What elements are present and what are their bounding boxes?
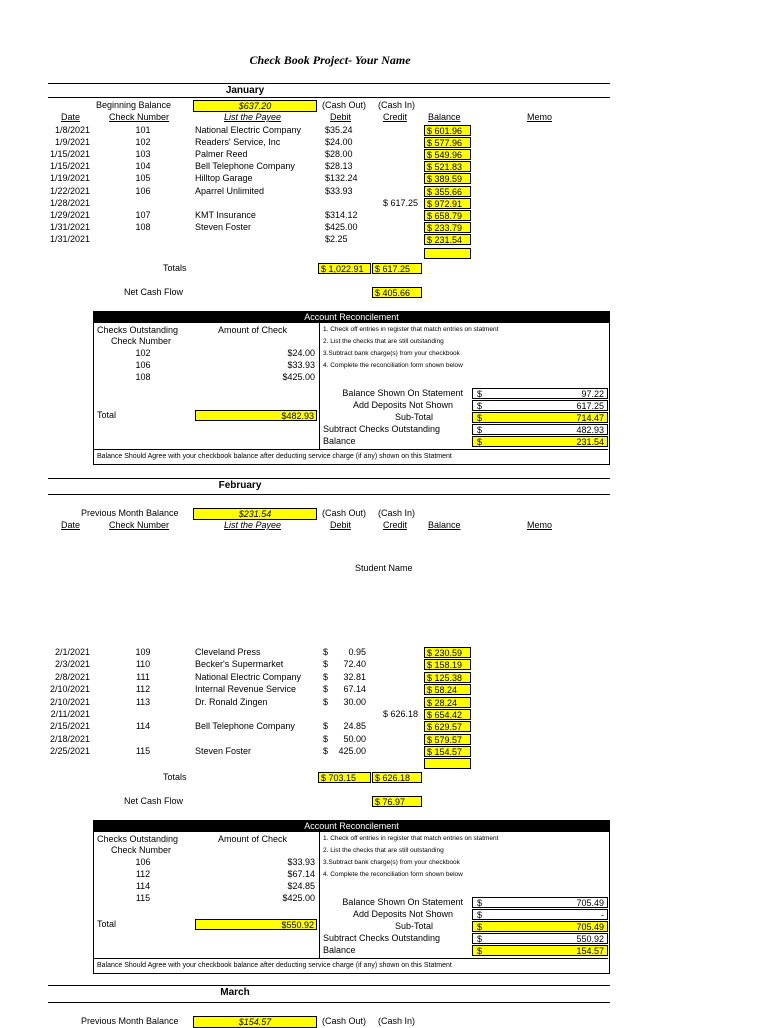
balance-cell-empty[interactable]: [424, 248, 471, 259]
row-debit-currency: $: [323, 746, 329, 757]
row-balance: $ 125.38: [424, 672, 471, 683]
row-debit[interactable]: 67.14: [343, 684, 366, 695]
row-date: 2/8/2021: [54, 671, 90, 682]
instruction-step: 1. Check off entries in register that match entries on statment: [323, 835, 499, 842]
outstanding-check-amount: $24.00: [287, 348, 315, 358]
row-balance: $ 389.59: [424, 173, 471, 184]
row-date: 2/10/2021: [49, 684, 90, 695]
beginning-balance-value[interactable]: $637.20: [193, 100, 317, 112]
reconcile-line-label: Subtract Checks Outstanding: [323, 933, 441, 943]
reconcile-line-label: Sub-Total: [394, 921, 433, 931]
account-reconcilement-february: [93, 820, 610, 974]
cash-in-label: (Cash In): [378, 508, 416, 518]
row-payee[interactable]: Hilltop Garage: [195, 173, 253, 184]
reconcile-line-value-box[interactable]: [472, 436, 608, 447]
reconcile-line-value: 154.57: [576, 946, 604, 956]
row-check-number: 105: [135, 173, 151, 184]
account-reconcilement-january: [93, 311, 610, 465]
instruction-step: 2. List the checks that are still outstanding: [323, 847, 444, 854]
check-number-header: Check Number: [111, 336, 172, 346]
previous-balance-label: Previous Month Balance: [81, 508, 179, 518]
reconcile-line-value-box[interactable]: [472, 388, 608, 399]
outstanding-check-number: 106: [135, 360, 151, 370]
row-balance: $ 154.57: [424, 746, 471, 757]
reconcile-line-value-box[interactable]: [472, 412, 608, 423]
checks-outstanding-header: Checks Outstanding: [97, 325, 179, 335]
row-date: 1/9/2021: [54, 137, 90, 148]
row-date: 2/1/2021: [54, 647, 90, 657]
row-debit[interactable]: $24.00: [325, 137, 353, 148]
header-balance: Balance: [428, 520, 461, 530]
row-check-number: 113: [135, 696, 151, 707]
row-debit[interactable]: $314.12: [325, 209, 358, 220]
header-check-number: Check Number: [109, 112, 170, 122]
row-payee[interactable]: Bell Telephone Company: [195, 721, 295, 732]
row-check-number: 110: [135, 659, 151, 670]
reconcile-line-value: 550.92: [576, 934, 604, 944]
row-balance: $ 158.19: [424, 659, 471, 670]
reconcile-line-value: 231.54: [576, 437, 604, 447]
row-debit-currency: $: [323, 733, 329, 744]
total-debit: $ 703.15: [318, 772, 371, 783]
reconcile-line-value-box[interactable]: [472, 909, 608, 920]
reconcile-line-value-box[interactable]: [472, 897, 608, 908]
header-balance: Balance: [428, 112, 461, 122]
reconcile-line-currency: $: [477, 946, 483, 956]
cash-in-label: (Cash In): [378, 100, 416, 110]
row-check-number: 107: [135, 209, 151, 220]
outstanding-check-amount: $67.14: [287, 869, 315, 879]
totals-label: Totals: [163, 772, 187, 782]
row-balance: $ 658.79: [424, 210, 471, 221]
reconcile-line-value: 714.47: [576, 413, 604, 423]
reconcile-line-value: 482.93: [576, 425, 604, 435]
row-payee[interactable]: Aparrel Unlimited: [195, 185, 265, 196]
net-cash-flow-label: Net Cash Flow: [124, 796, 184, 806]
header-payee: List the Payee: [224, 520, 282, 530]
row-balance: $ 28.24: [424, 697, 471, 708]
balance-cell-empty[interactable]: [424, 758, 471, 769]
row-date: 2/11/2021: [50, 709, 90, 719]
reconcile-line-value: 617.25: [576, 401, 604, 411]
row-debit[interactable]: 425.00: [338, 746, 366, 757]
row-credit[interactable]: $ 617.25: [382, 197, 418, 208]
row-payee[interactable]: National Electric Company: [195, 671, 302, 682]
divider: [48, 83, 610, 84]
outstanding-check-amount: $33.93: [287, 360, 315, 370]
total-debit: $ 1,022.91: [318, 263, 371, 274]
row-debit[interactable]: 50.00: [343, 733, 366, 744]
reconcile-line-label: Sub-Total: [394, 412, 433, 422]
outstanding-check-amount: $24.85: [287, 881, 315, 891]
outstanding-check-number: 102: [135, 348, 151, 358]
row-balance: $ 629.57: [424, 721, 471, 732]
header-check-number: Check Number: [109, 520, 170, 530]
previous-balance-label: Previous Month Balance: [81, 1016, 179, 1026]
row-date: 2/3/2021: [54, 659, 90, 670]
row-date: 2/18/2021: [49, 733, 90, 744]
row-debit[interactable]: 32.81: [343, 671, 366, 682]
month-heading-march: March: [220, 987, 250, 998]
header-date: Date: [61, 520, 81, 530]
row-payee[interactable]: Internal Revenue Service: [195, 684, 297, 695]
net-cash-flow-label: Net Cash Flow: [124, 287, 184, 297]
divider: [48, 478, 610, 479]
reconcile-line-currency: $: [477, 413, 483, 423]
totals-label: Totals: [163, 263, 187, 273]
row-date: 1/31/2021: [49, 233, 90, 244]
row-date: 2/10/2021: [49, 696, 90, 707]
row-balance: $ 233.79: [424, 222, 471, 233]
month-heading-january: January: [225, 85, 265, 96]
row-balance: $ 230.59: [424, 647, 471, 658]
checks-outstanding-header: Checks Outstanding: [97, 834, 179, 844]
outstanding-check-amount: $425.00: [282, 372, 315, 382]
cash-out-label: (Cash Out): [322, 1016, 367, 1026]
cash-out-label: (Cash Out): [322, 100, 367, 110]
student-name-label: Student Name: [355, 563, 413, 573]
reconcile-line-value-box[interactable]: [472, 933, 608, 944]
row-balance: $ 972.91: [424, 198, 471, 209]
instruction-step: 1. Check off entries in register that match entries on statment: [323, 326, 499, 333]
divider: [48, 1002, 610, 1003]
row-balance: $ 601.96: [424, 125, 471, 136]
row-balance: $ 579.57: [424, 734, 471, 745]
header-date: Date: [61, 112, 81, 122]
reconcile-line-currency: $: [477, 401, 483, 411]
row-debit[interactable]: $2.25: [325, 233, 348, 244]
reconcilement-title: Account Reconcilement: [93, 820, 610, 832]
row-debit[interactable]: $132.24: [325, 173, 358, 184]
instruction-step: 3.Subtract bank charge(s) from your checkbook: [323, 859, 460, 866]
row-balance: $ 355.66: [424, 186, 471, 197]
check-number-header: Check Number: [111, 845, 172, 855]
reconcile-line-value: 705.49: [576, 922, 604, 932]
row-date: 1/15/2021: [49, 161, 90, 172]
row-check-number: 108: [135, 221, 151, 232]
row-debit[interactable]: 24.85: [343, 721, 366, 732]
row-payee[interactable]: Cleveland Press: [195, 647, 261, 657]
reconcile-line-currency: $: [477, 437, 483, 447]
previous-balance-value[interactable]: $154.57: [193, 1016, 317, 1028]
net-cash-flow-value: $ 76.97: [372, 796, 422, 807]
reconcile-line-currency: $: [477, 922, 483, 932]
row-debit[interactable]: 30.00: [343, 696, 366, 707]
header-debit: Debit: [330, 112, 352, 122]
reconcile-line-currency: $: [477, 389, 483, 399]
row-date: 1/8/2021: [54, 125, 90, 135]
amount-of-check-header: Amount of Check: [218, 325, 288, 335]
divider: [48, 985, 610, 986]
previous-balance-value[interactable]: $231.54: [193, 508, 317, 520]
instruction-step: 4. Complete the reconciliation form shown below: [323, 362, 463, 369]
outstanding-check-number: 115: [135, 893, 151, 903]
row-debit[interactable]: $425.00: [325, 221, 358, 232]
outstanding-total-label: Total: [97, 919, 117, 929]
row-date: 1/19/2021: [49, 173, 90, 184]
row-debit[interactable]: $28.13: [325, 161, 353, 172]
row-date: 2/15/2021: [49, 721, 90, 732]
row-debit[interactable]: $33.93: [325, 185, 353, 196]
reconcilement-footer-note: Balance Should Agree with your checkbook balance after deducting service charge (if any) shown on this Statment: [97, 453, 452, 460]
row-balance: $ 549.96: [424, 149, 471, 160]
row-check-number: 101: [135, 125, 151, 135]
row-payee[interactable]: KMT Insurance: [195, 209, 256, 220]
footer-divider: [93, 958, 608, 959]
row-check-number: 102: [135, 137, 151, 148]
row-check-number: 111: [136, 671, 150, 682]
row-balance: $ 231.54: [424, 234, 471, 245]
header-credit: Credit: [383, 520, 408, 530]
row-payee[interactable]: Readers' Service, Inc: [195, 137, 281, 148]
row-payee[interactable]: National Electric Company: [195, 125, 302, 135]
amount-of-check-header: Amount of Check: [218, 834, 288, 844]
row-debit-currency: $: [323, 696, 329, 707]
reconcile-line-label: Balance Shown On Statement: [342, 897, 463, 907]
row-balance: $ 577.96: [424, 137, 471, 148]
outstanding-check-amount: $425.00: [282, 893, 315, 903]
reconcile-line-label: Add Deposits Not Shown: [352, 400, 453, 410]
row-debit[interactable]: $28.00: [325, 149, 353, 160]
reconcile-line-label: Add Deposits Not Shown: [352, 909, 453, 919]
row-check-number: 109: [135, 647, 151, 657]
reconcilement-footer-note: Balance Should Agree with your checkbook balance after deducting service charge (if any) shown on this Statment: [97, 962, 452, 969]
column-divider: [319, 832, 320, 958]
row-debit[interactable]: 72.40: [343, 659, 366, 670]
reconcile-line-label: Balance: [323, 436, 356, 446]
reconcilement-title: Account Reconcilement: [93, 311, 610, 323]
page-title: Check Book Project- Your Name: [249, 53, 411, 67]
row-balance: $ 521.83: [424, 161, 471, 172]
row-payee[interactable]: Becker's Supermarket: [195, 659, 284, 670]
outstanding-check-number: 112: [135, 869, 151, 879]
row-debit[interactable]: 0.95: [348, 647, 366, 657]
header-memo: Memo: [527, 112, 553, 122]
row-date: 2/25/2021: [49, 746, 90, 757]
row-debit-currency: $: [323, 659, 329, 670]
cash-in-label: (Cash In): [378, 1016, 416, 1026]
reconcile-line-label: Balance Shown On Statement: [342, 388, 463, 398]
reconcile-line-value-box[interactable]: [472, 945, 608, 956]
total-credit: $ 626.18: [372, 772, 422, 783]
cash-out-label: (Cash Out): [322, 508, 367, 518]
outstanding-total-label: Total: [97, 410, 117, 420]
total-credit: $ 617.25: [372, 263, 422, 274]
row-date: 1/15/2021: [49, 149, 90, 160]
outstanding-check-number: 108: [135, 372, 151, 382]
reconcile-line-currency: $: [477, 898, 483, 908]
row-check-number: 106: [135, 185, 151, 196]
row-check-number: 115: [135, 746, 151, 757]
row-payee[interactable]: Steven Foster: [195, 221, 252, 232]
row-check-number: 114: [135, 721, 151, 732]
column-divider: [319, 323, 320, 449]
header-debit: Debit: [330, 520, 352, 530]
row-balance: $ 654.42: [424, 709, 471, 720]
reconcile-line-label: Subtract Checks Outstanding: [323, 424, 441, 434]
row-payee[interactable]: Dr. Ronald Zingen: [195, 696, 268, 707]
divider: [48, 494, 610, 495]
header-memo: Memo: [527, 520, 553, 530]
row-debit-currency: $: [323, 671, 329, 682]
reconcile-line-value: 97.22: [581, 389, 604, 399]
instruction-step: 2. List the checks that are still outstanding: [323, 338, 444, 345]
row-debit-currency: $: [323, 721, 329, 732]
row-credit[interactable]: $ 626.18: [382, 709, 418, 719]
divider: [48, 97, 610, 98]
row-debit-currency: $: [323, 684, 329, 695]
beginning-balance-label: Beginning Balance: [96, 100, 172, 110]
row-check-number: 112: [135, 684, 151, 695]
instruction-step: 4. Complete the reconciliation form shown below: [323, 871, 463, 878]
row-date: 1/31/2021: [49, 221, 90, 232]
row-balance: $ 58.24: [424, 684, 471, 695]
row-payee[interactable]: Bell Telephone Company: [195, 161, 295, 172]
row-check-number: 104: [135, 161, 151, 172]
row-date: 1/28/2021: [49, 197, 90, 208]
row-date: 1/22/2021: [49, 185, 90, 196]
reconcile-line-currency: $: [477, 934, 483, 944]
header-credit: Credit: [383, 112, 408, 122]
reconcile-line-currency: $: [477, 910, 483, 920]
reconcile-line-value: 705.49: [576, 898, 604, 908]
outstanding-total-value: $482.93: [195, 410, 317, 421]
outstanding-total-value: $550.92: [195, 919, 317, 930]
outstanding-check-amount: $33.93: [287, 857, 315, 867]
net-cash-flow-value: $ 405.66: [372, 287, 422, 298]
outstanding-check-number: 114: [135, 881, 151, 891]
row-check-number: 103: [135, 149, 151, 160]
reconcile-line-label: Balance: [323, 945, 356, 955]
reconcile-line-currency: $: [477, 425, 483, 435]
row-debit[interactable]: $35.24: [325, 125, 353, 135]
row-debit-currency: $: [323, 647, 329, 657]
row-payee[interactable]: Steven Foster: [195, 746, 252, 757]
reconcile-line-value-box[interactable]: [472, 400, 608, 411]
reconcile-line-value: -: [601, 910, 604, 920]
header-payee: List the Payee: [224, 112, 282, 122]
row-payee[interactable]: Palmer Reed: [195, 149, 248, 160]
footer-divider: [93, 449, 608, 450]
instruction-step: 3.Subtract bank charge(s) from your checkbook: [323, 350, 460, 357]
row-date: 1/29/2021: [49, 209, 90, 220]
reconcile-line-value-box[interactable]: [472, 921, 608, 932]
outstanding-check-number: 106: [135, 857, 151, 867]
reconcile-line-value-box[interactable]: [472, 424, 608, 435]
month-heading-february: February: [218, 480, 262, 491]
